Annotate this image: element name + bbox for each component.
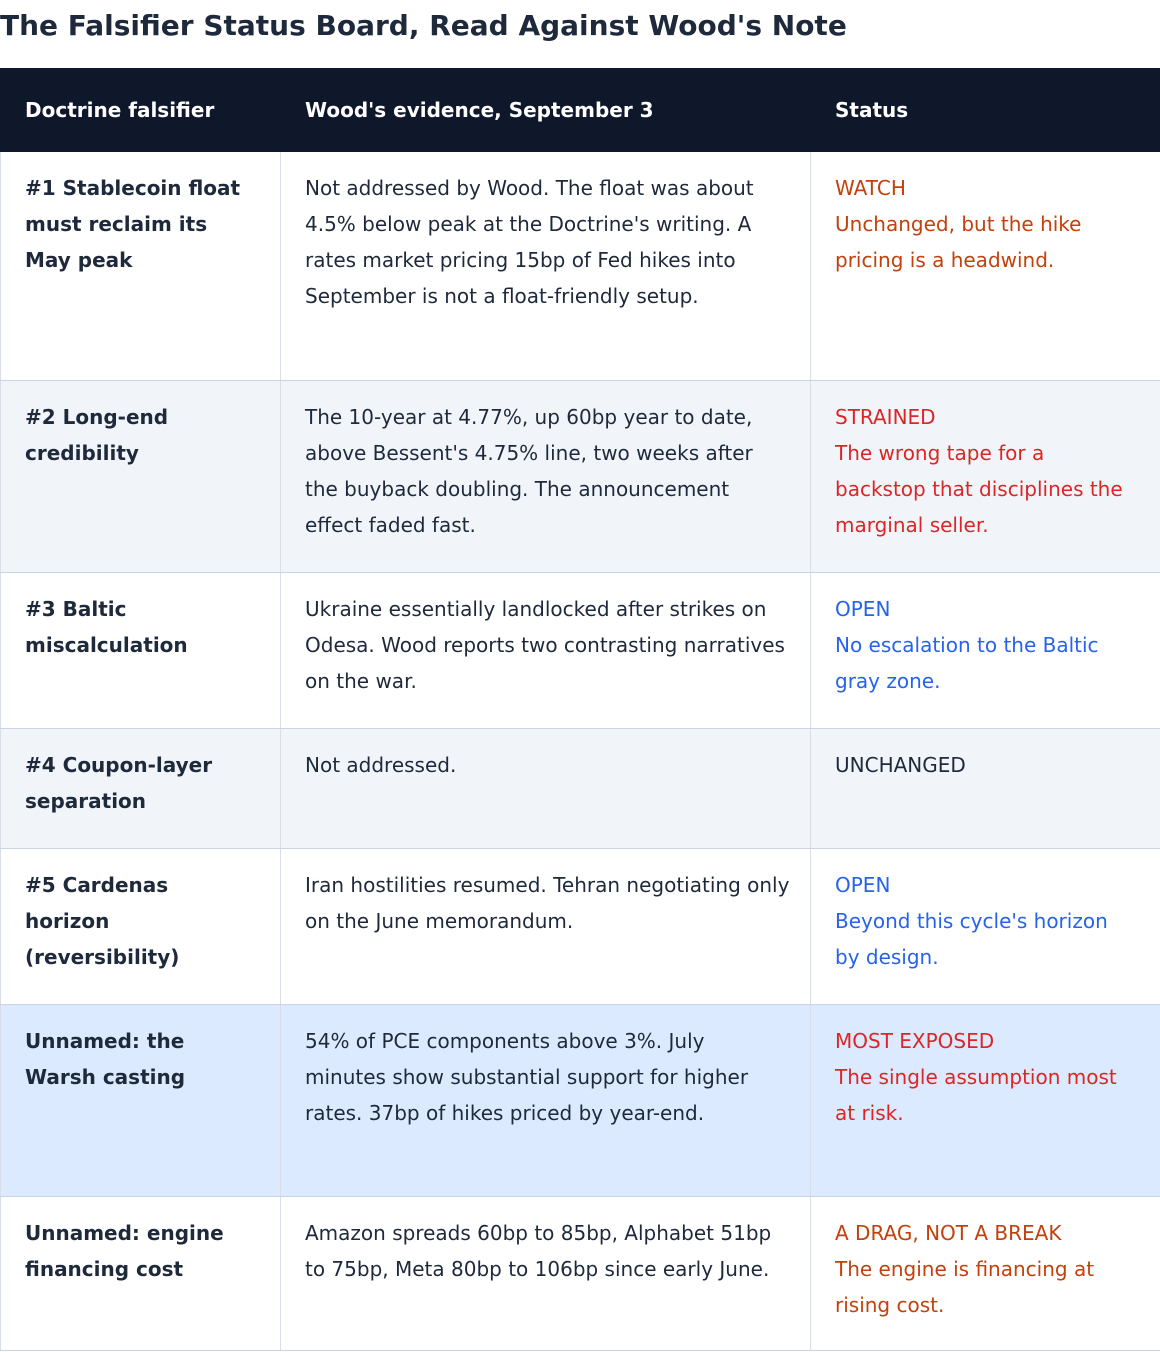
status-cell (811, 849, 1160, 1005)
status-badge: OPEN (835, 597, 891, 621)
column-header-evidence: Wood's evidence, September 3 (281, 69, 811, 152)
status-note: The single assumption most at risk. (835, 1065, 1117, 1125)
status-note: The wrong tape for a backstop that disciplines the marginal seller. (835, 441, 1123, 537)
falsifier-status-table (0, 68, 1160, 1351)
status-badge: WATCH (835, 176, 906, 200)
status-cell (811, 729, 1160, 849)
falsifier-cell: #4 Coupon-layer separation (1, 729, 281, 849)
table-header-row (1, 69, 1160, 152)
page-title: The Falsifier Status Board, Read Against Wood's Note (0, 9, 847, 42)
falsifier-cell: #5 Cardenas horizon (reversibility) (1, 849, 281, 1005)
falsifier-cell: Unnamed: the Warsh casting (1, 1005, 281, 1197)
table-row (1, 1197, 1160, 1351)
falsifier-cell: #2 Long-end credibility (1, 381, 281, 573)
status-badge: STRAINED (835, 405, 936, 429)
falsifier-cell: #3 Baltic miscalculation (1, 573, 281, 729)
table-row (1, 381, 1160, 573)
status-badge: A DRAG, NOT A BREAK (835, 1221, 1062, 1245)
evidence-cell: Not addressed. (281, 729, 811, 849)
column-header-status: Status (811, 69, 1160, 152)
status-badge: OPEN (835, 873, 891, 897)
status-badge: MOST EXPOSED (835, 1029, 995, 1053)
evidence-cell: The 10-year at 4.77%, up 60bp year to date, above Bessent's 4.75% line, two weeks after the buyback doubling. The announcement effect faded fast. (281, 381, 811, 573)
evidence-cell: Amazon spreads 60bp to 85bp, Alphabet 51bp to 75bp, Meta 80bp to 106bp since early June. (281, 1197, 811, 1351)
table-row (1, 849, 1160, 1005)
column-header-falsifier: Doctrine falsifier (1, 69, 281, 152)
status-note: Unchanged, but the hike pricing is a headwind. (835, 212, 1082, 272)
table-row (1, 152, 1160, 381)
status-cell (811, 152, 1160, 381)
table-row (1, 1005, 1160, 1197)
evidence-cell: Iran hostilities resumed. Tehran negotiating only on the June memorandum. (281, 849, 811, 1005)
falsifier-cell: #1 Stablecoin float must reclaim its May peak (1, 152, 281, 381)
evidence-cell: Ukraine essentially landlocked after strikes on Odesa. Wood reports two contrasting narratives on the war. (281, 573, 811, 729)
status-cell (811, 1005, 1160, 1197)
status-badge: UNCHANGED (835, 753, 966, 777)
status-note: The engine is financing at rising cost. (835, 1257, 1095, 1317)
evidence-cell: 54% of PCE components above 3%. July minutes show substantial support for higher rates. 37bp of hikes priced by year-end. (281, 1005, 811, 1197)
table-row (1, 573, 1160, 729)
status-cell (811, 1197, 1160, 1351)
status-note: No escalation to the Baltic gray zone. (835, 633, 1099, 693)
status-cell (811, 573, 1160, 729)
table-row (1, 729, 1160, 849)
status-note: Beyond this cycle's horizon by design. (835, 909, 1108, 969)
status-cell (811, 381, 1160, 573)
falsifier-cell: Unnamed: engine financing cost (1, 1197, 281, 1351)
evidence-cell: Not addressed by Wood. The float was about 4.5% below peak at the Doctrine's writing. A rates market pricing 15bp of Fed hikes into September is not a float-friendly setup. (281, 152, 811, 381)
